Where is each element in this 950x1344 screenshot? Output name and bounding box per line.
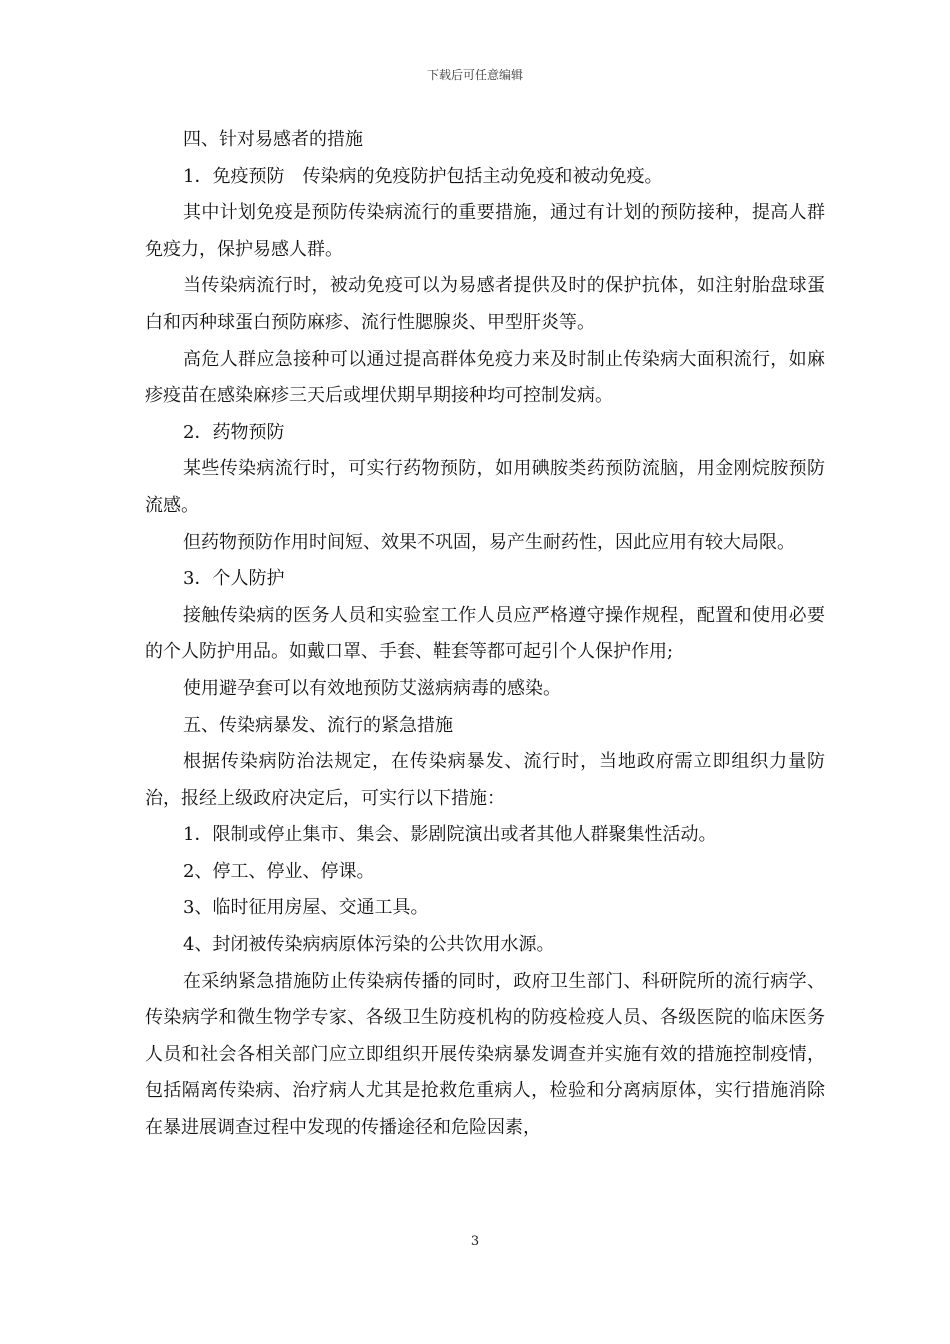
paragraph: 某些传染病流行时，可实行药物预防，如用碘胺类药预防流脑，用金刚烷胺预防流感。: [145, 458, 825, 516]
list-item: 1．限制或停止集市、集会、影剧院演出或者其他人群聚集性活动。: [183, 824, 717, 846]
paragraph: 高危人群应急接种可以通过提高群体免疫力来及时制止传染病大面积流行，如麻疹疫苗在感染麻疹三天后或埋伏期早期接种均可控制发病。: [145, 348, 825, 407]
section-heading: 五、传染病暴发、流行的紧急措施: [183, 714, 453, 736]
paragraph: 其中计划免疫是预防传染病流行的重要措施，通过有计划的预防接种，提高人群免疫力，保护易感人群。: [145, 202, 825, 260]
list-item: 3、临时征用房屋、交通工具。: [183, 897, 429, 919]
list-item: 4、封闭被传染病病原体污染的公共饮用水源。: [183, 934, 555, 956]
page-header: 下载后可任意编辑: [426, 68, 523, 82]
paragraph: 但药物预防作用时间短、效果不巩固，易产生耐药性，因此应用有较大局限。: [183, 531, 795, 553]
paragraph: 在采纳紧急措施防止传染病传播的同时，政府卫生部门、科研院所的流行病学、传染病学和微生物学专家、各级卫生防疫机构的防疫检疫人员、各级医院的临床医务人员和社会各相关部门应立即组织开展传染病暴发调查并实施有效的措施控制疫情，包括隔离传染病、治疗病人尤其是抢救危重病人，检验和分离病原体，实行措施消除在暴进展调查过程中发现的传播途径和危险因素，: [145, 970, 825, 1139]
document-body: [145, 122, 825, 1147]
subsection-heading: 3．个人防护: [183, 568, 285, 590]
paragraph: 接触传染病的医务人员和实验室工作人员应严格遵守操作规程，配置和使用必要的个人防护用品。如戴口罩、手套、鞋套等都可起引个人保护作用;: [145, 604, 825, 663]
paragraph: 1．免疫预防 传染病的免疫防护包括主动免疫和被动免疫。: [183, 165, 663, 187]
paragraph: 使用避孕套可以有效地预防艾滋病病毒的感染。: [183, 677, 561, 699]
list-item: 2、停工、停业、停课。: [183, 860, 375, 882]
section-heading: 四、针对易感者的措施: [183, 129, 363, 150]
paragraph: 当传染病流行时，被动免疫可以为易感者提供及时的保护抗体，如注射胎盘球蛋白和丙种球蛋白预防麻疹、流行性腮腺炎、甲型肝炎等。: [145, 275, 825, 333]
subsection-heading: 2．药物预防: [183, 421, 285, 443]
page-number: 3: [470, 1234, 480, 1249]
paragraph: 根据传染病防治法规定，在传染病暴发、流行时，当地政府需立即组织力量防治，报经上级政府决定后，可实行以下措施：: [145, 751, 825, 809]
